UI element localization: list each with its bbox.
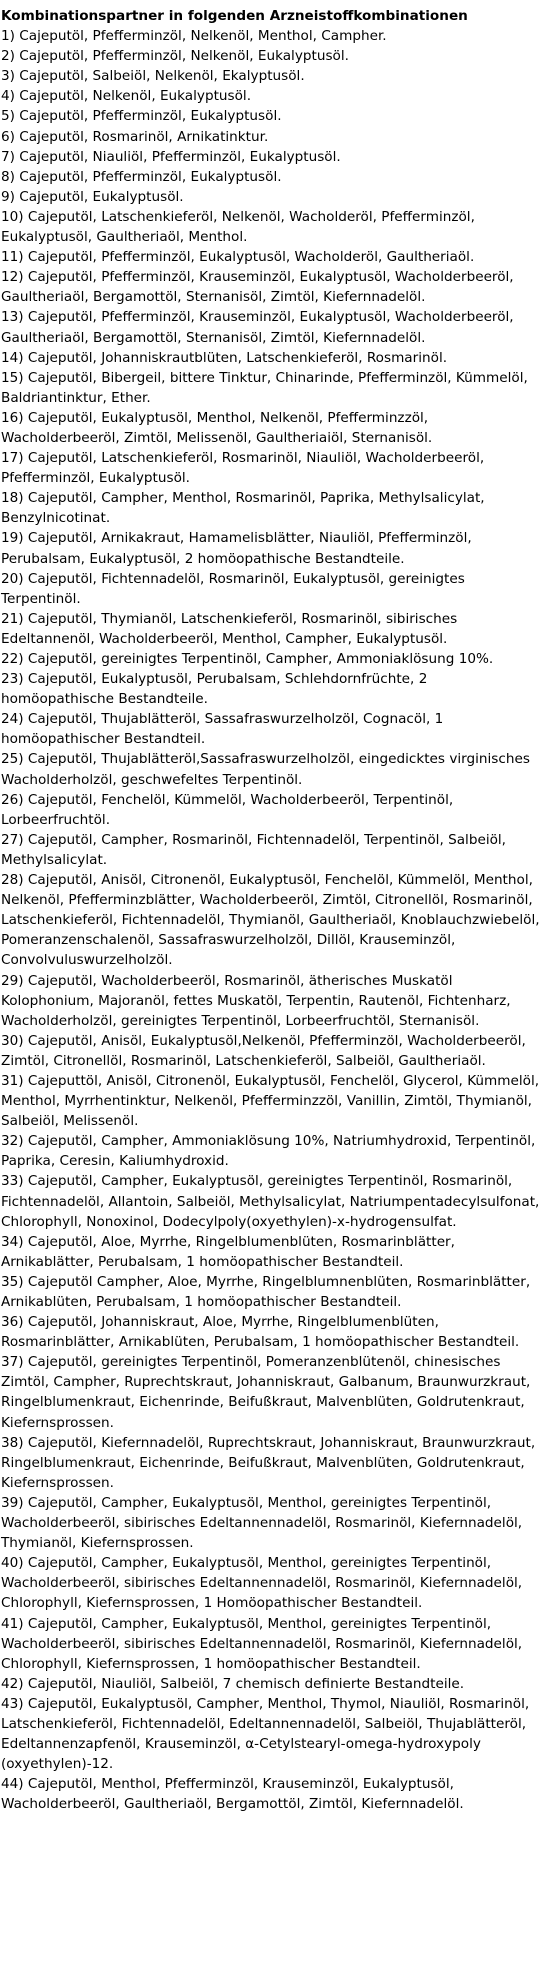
combination-entry: 34) Cajeputöl, Aloe, Myrrhe, Ringelblumenblüten, Rosmarinblätter, Arnikablätter, Perubalsam, 1 homöopathischer Bestandteil. bbox=[1, 1233, 455, 1270]
combination-entry: 15) Cajeputöl, Bibergeil, bittere Tinktur, Chinarinde, Pfefferminzöl, Kümmelöl, Baldriantinktur, Ether. bbox=[1, 369, 528, 406]
combination-entry: 17) Cajeputöl, Latschenkieferöl, Rosmarinöl, Niauliöl, Wacholderbeeröl, Pfefferminzöl, Eukalyptusöl. bbox=[1, 450, 485, 487]
combination-entry: 39) Cajeputöl, Campher, Eukalyptusöl, Menthol, gereinigtes Terpentinöl, Wacholderbeeröl, sibirisches Edeltannennadelöl, Rosmarinöl, Kiefernnadelöl, Thymianöl, Kiefernsprossen. bbox=[1, 1494, 523, 1552]
combination-entry: 6) Cajeputöl, Rosmarinöl, Arnikatinktur. bbox=[1, 128, 269, 145]
combination-entry: 18) Cajeputöl, Campher, Menthol, Rosmarinöl, Paprika, Methylsalicylat, Benzylnicotinat. bbox=[1, 490, 485, 527]
combination-entry: 8) Cajeputöl, Pfefferminzöl, Eukalyptusöl. bbox=[1, 168, 282, 185]
combination-entry: 19) Cajeputöl, Arnikakraut, Hamamelisblätter, Niauliöl, Pfefferminzöl, Perubalsam, Eukalyptusöl, 2 homöopathische Bestandteile. bbox=[1, 530, 472, 567]
combination-entry: 38) Cajeputöl, Kiefernnadelöl, Ruprechtskraut, Johanniskraut, Braunwurzkraut, Ringelblumenkraut, Eichenrinde, Beifußkraut, Malvenblüten, Goldrutenkraut, Kiefernsprossen. bbox=[1, 1434, 536, 1491]
combination-entry: 37) Cajeputöl, gereinigtes Terpentinöl, Pomeranzenblütenöl, chinesisches Zimtöl, Campher, Ruprechtskraut, Johanniskraut, Galbanum, Braunwurzkraut, Ringelblumenkraut, Eichenrinde, Beifußkraut, Malvenblüten, Goldrutenkraut, Kiefernsprossen. bbox=[1, 1354, 531, 1431]
combination-entry: 21) Cajeputöl, Thymianöl, Latschenkieferöl, Rosmarinöl, sibirisches Edeltannenöl, Wacholderbeeröl, Menthol, Campher, Eukalyptusöl. bbox=[1, 610, 458, 647]
combination-entry: 27) Cajeputöl, Campher, Rosmarinöl, Fichtennadelöl, Terpentinöl, Salbeiöl, Methylsalicylat. bbox=[1, 831, 507, 868]
combination-entry: 32) Cajeputöl, Campher, Ammoniaklösung 10%, Natriumhydroxid, Terpentinöl, Paprika, Ceresin, Kaliumhydroxid. bbox=[1, 1133, 536, 1170]
combination-entry: 25) Cajeputöl, Thujablätteröl,Sassafraswurzelholzöl, eingedicktes virginisches Wacholderholzöl, geschwefeltes Terpentinöl. bbox=[1, 751, 530, 788]
combination-entry: 1) Cajeputöl, Pfefferminzöl, Nelkenöl, Menthol, Campher. bbox=[1, 28, 387, 45]
combination-entry: 42) Cajeputöl, Niauliöl, Salbeiöl, 7 chemisch definierte Bestandteile. bbox=[1, 1675, 465, 1692]
combination-entry: 26) Cajeputöl, Fenchelöl, Kümmelöl, Wacholderbeeröl, Terpentinöl, Lorbeerfruchtöl. bbox=[1, 791, 454, 828]
combination-entry: 41) Cajeputöl, Campher, Eukalyptusöl, Menthol, gereinigtes Terpentinöl, Wacholderbeeröl, sibirisches Edeltannennadelöl, Rosmarinöl, Kiefernnadelöl, Chlorophyll, Kiefernsprossen, 1 homöopathischer Bestandteil. bbox=[1, 1615, 523, 1672]
combination-entry: 43) Cajeputöl, Eukalyptusöl, Campher, Menthol, Thymol, Niauliöl, Rosmarinöl, Latschenkieferöl, Fichtennadelöl, Edeltannennadelöl, Salbeiöl, Thujablätteröl, Edeltannenzapfenöl, Krauseminzöl, α-Cetylstearyl-omega-hydroxypoly (oxyethylen)-12. bbox=[1, 1695, 530, 1773]
combination-entry: 11) Cajeputöl, Pfefferminzöl, Eukalyptusöl, Wacholderöl, Gaultheriaöl. bbox=[1, 249, 475, 266]
document-title: Kombinationspartner in folgenden Arzneistoffkombinationen bbox=[1, 8, 468, 24]
combination-entry: 35) Cajeputöl Campher, Aloe, Myrrhe, Ringelblumnenblüten, Rosmarinblätter, Arnikablüten, Perubalsam, 1 homöopathischer Bestandteil. bbox=[1, 1273, 531, 1310]
combination-entry: 2) Cajeputöl, Pfefferminzöl, Nelkenöl, Eukalyptusöl. bbox=[1, 48, 349, 65]
combination-entry: 23) Cajeputöl, Eukalyptusöl, Perubalsam, Schlehdornfrüchte, 2 homöopathische Bestandteile. bbox=[1, 671, 428, 708]
combination-entry: 36) Cajeputöl, Johanniskraut, Aloe, Myrrhe, Ringelblumenblüten, Rosmarinblätter, Arnikablüten, Perubalsam, 1 homöopathischer Bestandteil. bbox=[1, 1314, 520, 1351]
combination-entry: 24) Cajeputöl, Thujablätteröl, Sassafraswurzelholzöl, Cognacöl, 1 homöopathischer Bestandteil. bbox=[1, 711, 444, 748]
combination-list bbox=[1, 26, 540, 1814]
combination-entry: 10) Cajeputöl, Latschenkieferöl, Nelkenöl, Wacholderöl, Pfefferminzöl, Eukalyptusöl, Gaultheriaöl, Menthol. bbox=[1, 208, 475, 246]
combination-entry: 29) Cajeputöl, Wacholderbeeröl, Rosmarinöl, ätherisches Muskatöl Kolophonium, Majoranöl, fettes Muskatöl, Terpentin, Rautenöl, Fichtenharz, Wacholderholzöl, gereinigtes Terpentinöl, Lorbeerfruchtöl, Sternanisöl. bbox=[1, 972, 511, 1029]
combination-entry: 14) Cajeputöl, Johanniskrautblüten, Latschenkieferöl, Rosmarinöl. bbox=[1, 349, 448, 366]
combination-entry: 16) Cajeputöl, Eukalyptusöl, Menthol, Nelkenöl, Pfefferminzzöl, Wacholderbeeröl, Zimtöl, Melissenöl, Gaultheriaiöl, Sternanisöl. bbox=[1, 409, 433, 446]
combination-entry: 44) Cajeputöl, Menthol, Pfefferminzöl, Krauseminzöl, Eukalyptusöl, Wacholderbeeröl, Gaultheriaöl, Bergamottöl, Zimtöl, Kiefernnadelöl. bbox=[1, 1776, 464, 1813]
combination-entry: 12) Cajeputöl, Pfefferminzöl, Krauseminzöl, Eukalyptusöl, Wacholderbeeröl, Gaultheriaöl, Bergamottöl, Sternanisöl, Zimtöl, Kiefernnadelöl. bbox=[1, 269, 514, 306]
combination-entry: 7) Cajeputöl, Niauliöl, Pfefferminzöl, Eukalyptusöl. bbox=[1, 148, 341, 165]
combination-entry: 31) Cajeputtöl, Anisöl, Citronenöl, Eukalyptusöl, Fenchelöl, Glycerol, Kümmelöl, Menthol, Myrrhentinktur, Nelkenöl, Pfefferminzzöl, Vanillin, Zimtöl, Thymianöl, Salbeiöl, Melissenöl. bbox=[1, 1072, 540, 1130]
combination-entry: 20) Cajeputöl, Fichtennadelöl, Rosmarinöl, Eukalyptusöl, gereinigtes Terpentinöl. bbox=[1, 570, 465, 607]
combination-entry: 40) Cajeputöl, Campher, Eukalyptusöl, Menthol, gereinigtes Terpentinöl, Wacholderbeeröl, sibirisches Edeltannennadelöl, Rosmarinöl, Kiefernnadelöl, Chlorophyll, Kiefernsprossen, 1 Homöopathischer Bestandteil. bbox=[1, 1555, 523, 1612]
combination-entry: 30) Cajeputöl, Anisöl, Eukalyptusöl,Nelkenöl, Pfefferminzöl, Wacholderbeeröl, Zimtöl, Citronellöl, Rosmarinöl, Latschenkieferöl, Salbeiöl, Gaultheriaöl. bbox=[1, 1032, 526, 1069]
combination-entry: 28) Cajeputöl, Anisöl, Citronenöl, Eukalyptusöl, Fenchelöl, Kümmelöl, Menthol, Nelkenöl, Pfefferminzblätter, Wacholderbeeröl, Zimtöl, Citronellöl, Rosmarinöl, Latschenkieferöl, Fichtennadelöl, Thymianöl, Gaultheriaöl, Knoblauchzwiebelöl, Pomeranzenschalenöl, Sassafraswurzelholzöl, Dillöl, Krauseminzöl, Convolvuluswurzelholzöl. bbox=[1, 872, 540, 969]
combination-entry: 22) Cajeputöl, gereinigtes Terpentinöl, Campher, Ammoniaklösung 10%. bbox=[1, 651, 494, 667]
combination-entry: 13) Cajeputöl, Pfefferminzöl, Krauseminzöl, Eukalyptusöl, Wacholderbeeröl, Gaultheriaöl, Bergamottöl, Sternanisöl, Zimtöl, Kiefernnadelöl. bbox=[1, 309, 514, 346]
combination-entry: 3) Cajeputöl, Salbeiöl, Nelkenöl, Ekalyptusöl. bbox=[1, 68, 305, 85]
combination-entry: 33) Cajeputöl, Campher, Eukalyptusöl, gereinigtes Terpentinöl, Rosmarinöl, Fichtennadelöl, Allantoin, Salbeiöl, Methylsalicylat, Natriumpentadecylsulfonat, Chlorophyll, Nonoxinol, Dodecylpoly(oxyethylen)-x-hydrogensulfat. bbox=[1, 1173, 540, 1230]
combination-entry: 9) Cajeputöl, Eukalyptusöl. bbox=[1, 188, 184, 205]
combination-entry: 5) Cajeputöl, Pfefferminzöl, Eukalyptusöl. bbox=[1, 108, 282, 125]
combination-entry: 4) Cajeputöl, Nelkenöl, Eukalyptusöl. bbox=[1, 88, 252, 105]
